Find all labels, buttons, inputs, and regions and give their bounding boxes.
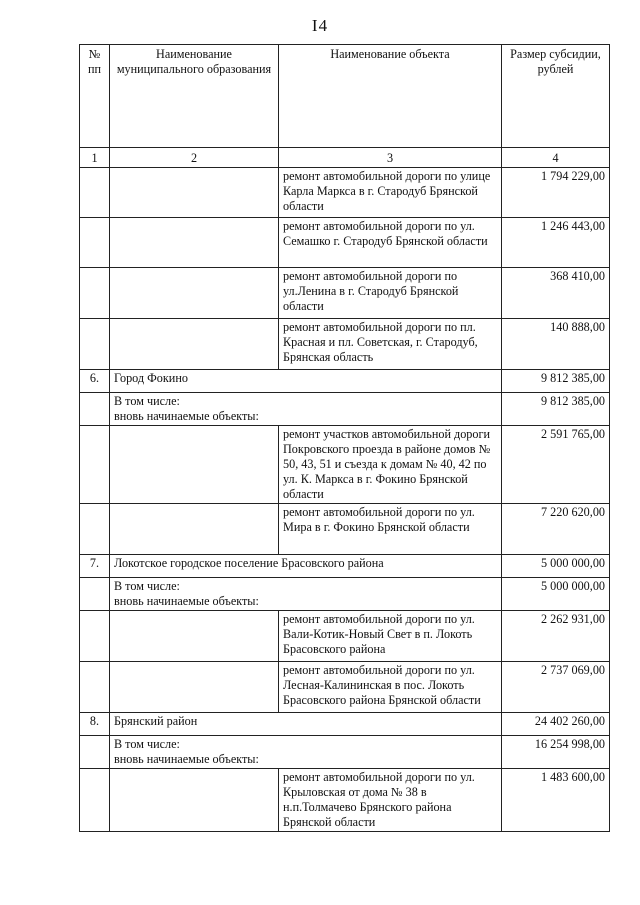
column-number: 1: [80, 148, 110, 168]
table-row-object: [80, 426, 610, 504]
subsidy-table: [79, 44, 610, 832]
municipality-cell: [110, 769, 279, 832]
subsidy-amount: 368 410,00: [502, 268, 610, 319]
column-number: 2: [110, 148, 279, 168]
municipality-cell: [110, 662, 279, 713]
municipality-cell: [110, 268, 279, 319]
municipality-name: Локотское городское поселение Брасовского района: [110, 555, 502, 578]
municipality-cell: [110, 504, 279, 555]
object-name: ремонт автомобильной дороги по ул. Мира в г. Фокино Брянской области: [279, 504, 502, 555]
table-row-object: [80, 504, 610, 555]
municipality-cell: [110, 218, 279, 268]
subsidy-amount: 140 888,00: [502, 319, 610, 370]
table-row-subtotal: [80, 736, 610, 769]
subtotal-label-including: В том числе:: [114, 579, 180, 593]
column-number: 3: [279, 148, 502, 168]
subtotal-label-new-objects: вновь начинаемые объекты:: [114, 752, 259, 766]
table-header-row: [80, 45, 610, 148]
row-num-cell: [80, 736, 110, 769]
subtotal-label-new-objects: вновь начинаемые объекты:: [114, 409, 259, 423]
object-name: ремонт автомобильной дороги по пл. Красная и пл. Советская, г. Стародуб, Брянская область: [279, 319, 502, 370]
subsidy-amount: 2 591 765,00: [502, 426, 610, 504]
table-row-object: [80, 769, 610, 832]
column-number: 4: [502, 148, 610, 168]
municipality-cell: [110, 168, 279, 218]
column-number-row: [80, 148, 610, 168]
row-num-cell: [80, 662, 110, 713]
section-number: 6.: [80, 370, 110, 393]
subsidy-amount: 2 737 069,00: [502, 662, 610, 713]
subtotal-label-new-objects: вновь начинаемые объекты:: [114, 594, 259, 608]
table-row-section: [80, 713, 610, 736]
subtotal-label-cell: [110, 393, 502, 426]
table-row-subtotal: [80, 393, 610, 426]
row-num-cell: [80, 218, 110, 268]
subsidy-amount: 7 220 620,00: [502, 504, 610, 555]
subsidy-table-body: [80, 45, 610, 832]
table-row-subtotal: [80, 578, 610, 611]
subsidy-amount: 1 246 443,00: [502, 218, 610, 268]
section-amount: 24 402 260,00: [502, 713, 610, 736]
table-row-section: [80, 555, 610, 578]
row-num-cell: [80, 168, 110, 218]
subsidy-amount: 2 262 931,00: [502, 611, 610, 662]
table-row-object: [80, 218, 610, 268]
subsidy-amount: 1 794 229,00: [502, 168, 610, 218]
table-row-object: [80, 268, 610, 319]
row-num-cell: [80, 268, 110, 319]
row-num-cell: [80, 578, 110, 611]
municipality-cell: [110, 611, 279, 662]
table-row-object: [80, 319, 610, 370]
object-name: ремонт автомобильной дороги по ул. Вали-Котик-Новый Свет в п. Локоть Брасовского района: [279, 611, 502, 662]
header-amount: Размер субсидии, рублей: [502, 45, 610, 148]
row-num-cell: [80, 611, 110, 662]
subtotal-amount: 16 254 998,00: [502, 736, 610, 769]
object-name: ремонт автомобильной дороги по ул.Ленина в г. Стародуб Брянской области: [279, 268, 502, 319]
row-num-cell: [80, 319, 110, 370]
row-num-cell: [80, 426, 110, 504]
row-num-cell: [80, 769, 110, 832]
row-num-cell: [80, 393, 110, 426]
section-amount: 9 812 385,00: [502, 370, 610, 393]
object-name: ремонт автомобильной дороги по ул. Семашко г. Стародуб Брянской области: [279, 218, 502, 268]
subtotal-amount: 9 812 385,00: [502, 393, 610, 426]
header-municipality: Наименование муниципального образования: [110, 45, 279, 148]
municipality-cell: [110, 426, 279, 504]
subtotal-label-including: В том числе:: [114, 737, 180, 751]
section-number: 8.: [80, 713, 110, 736]
object-name: ремонт участков автомобильной дороги Покровского проезда в районе домов № 50, 43, 51 и съезда к домам № 40, 42 по ул. К. Маркса в г. Фокино Брянской области: [279, 426, 502, 504]
municipality-name: Брянский район: [110, 713, 502, 736]
table-row-object: [80, 611, 610, 662]
subsidy-amount: 1 483 600,00: [502, 769, 610, 832]
table-row-object: [80, 168, 610, 218]
section-number: 7.: [80, 555, 110, 578]
page-number: I4: [311, 16, 329, 35]
object-name: ремонт автомобильной дороги по ул. Крыловская от дома № 38 в н.п.Толмачево Брянского района Брянской области: [279, 769, 502, 832]
header-num: № пп: [80, 45, 110, 148]
header-object: Наименование объекта: [279, 45, 502, 148]
subtotal-label-cell: [110, 736, 502, 769]
table-row-section: [80, 370, 610, 393]
municipality-cell: [110, 319, 279, 370]
municipality-name: Город Фокино: [110, 370, 502, 393]
object-name: ремонт автомобильной дороги по улице Карла Маркса в г. Стародуб Брянской области: [279, 168, 502, 218]
row-num-cell: [80, 504, 110, 555]
table-row-object: [80, 662, 610, 713]
object-name: ремонт автомобильной дороги по ул. Лесная-Калининская в пос. Локоть Брасовского района Брянской области: [279, 662, 502, 713]
subtotal-label-including: В том числе:: [114, 394, 180, 408]
subtotal-amount: 5 000 000,00: [502, 578, 610, 611]
subtotal-label-cell: [110, 578, 502, 611]
section-amount: 5 000 000,00: [502, 555, 610, 578]
